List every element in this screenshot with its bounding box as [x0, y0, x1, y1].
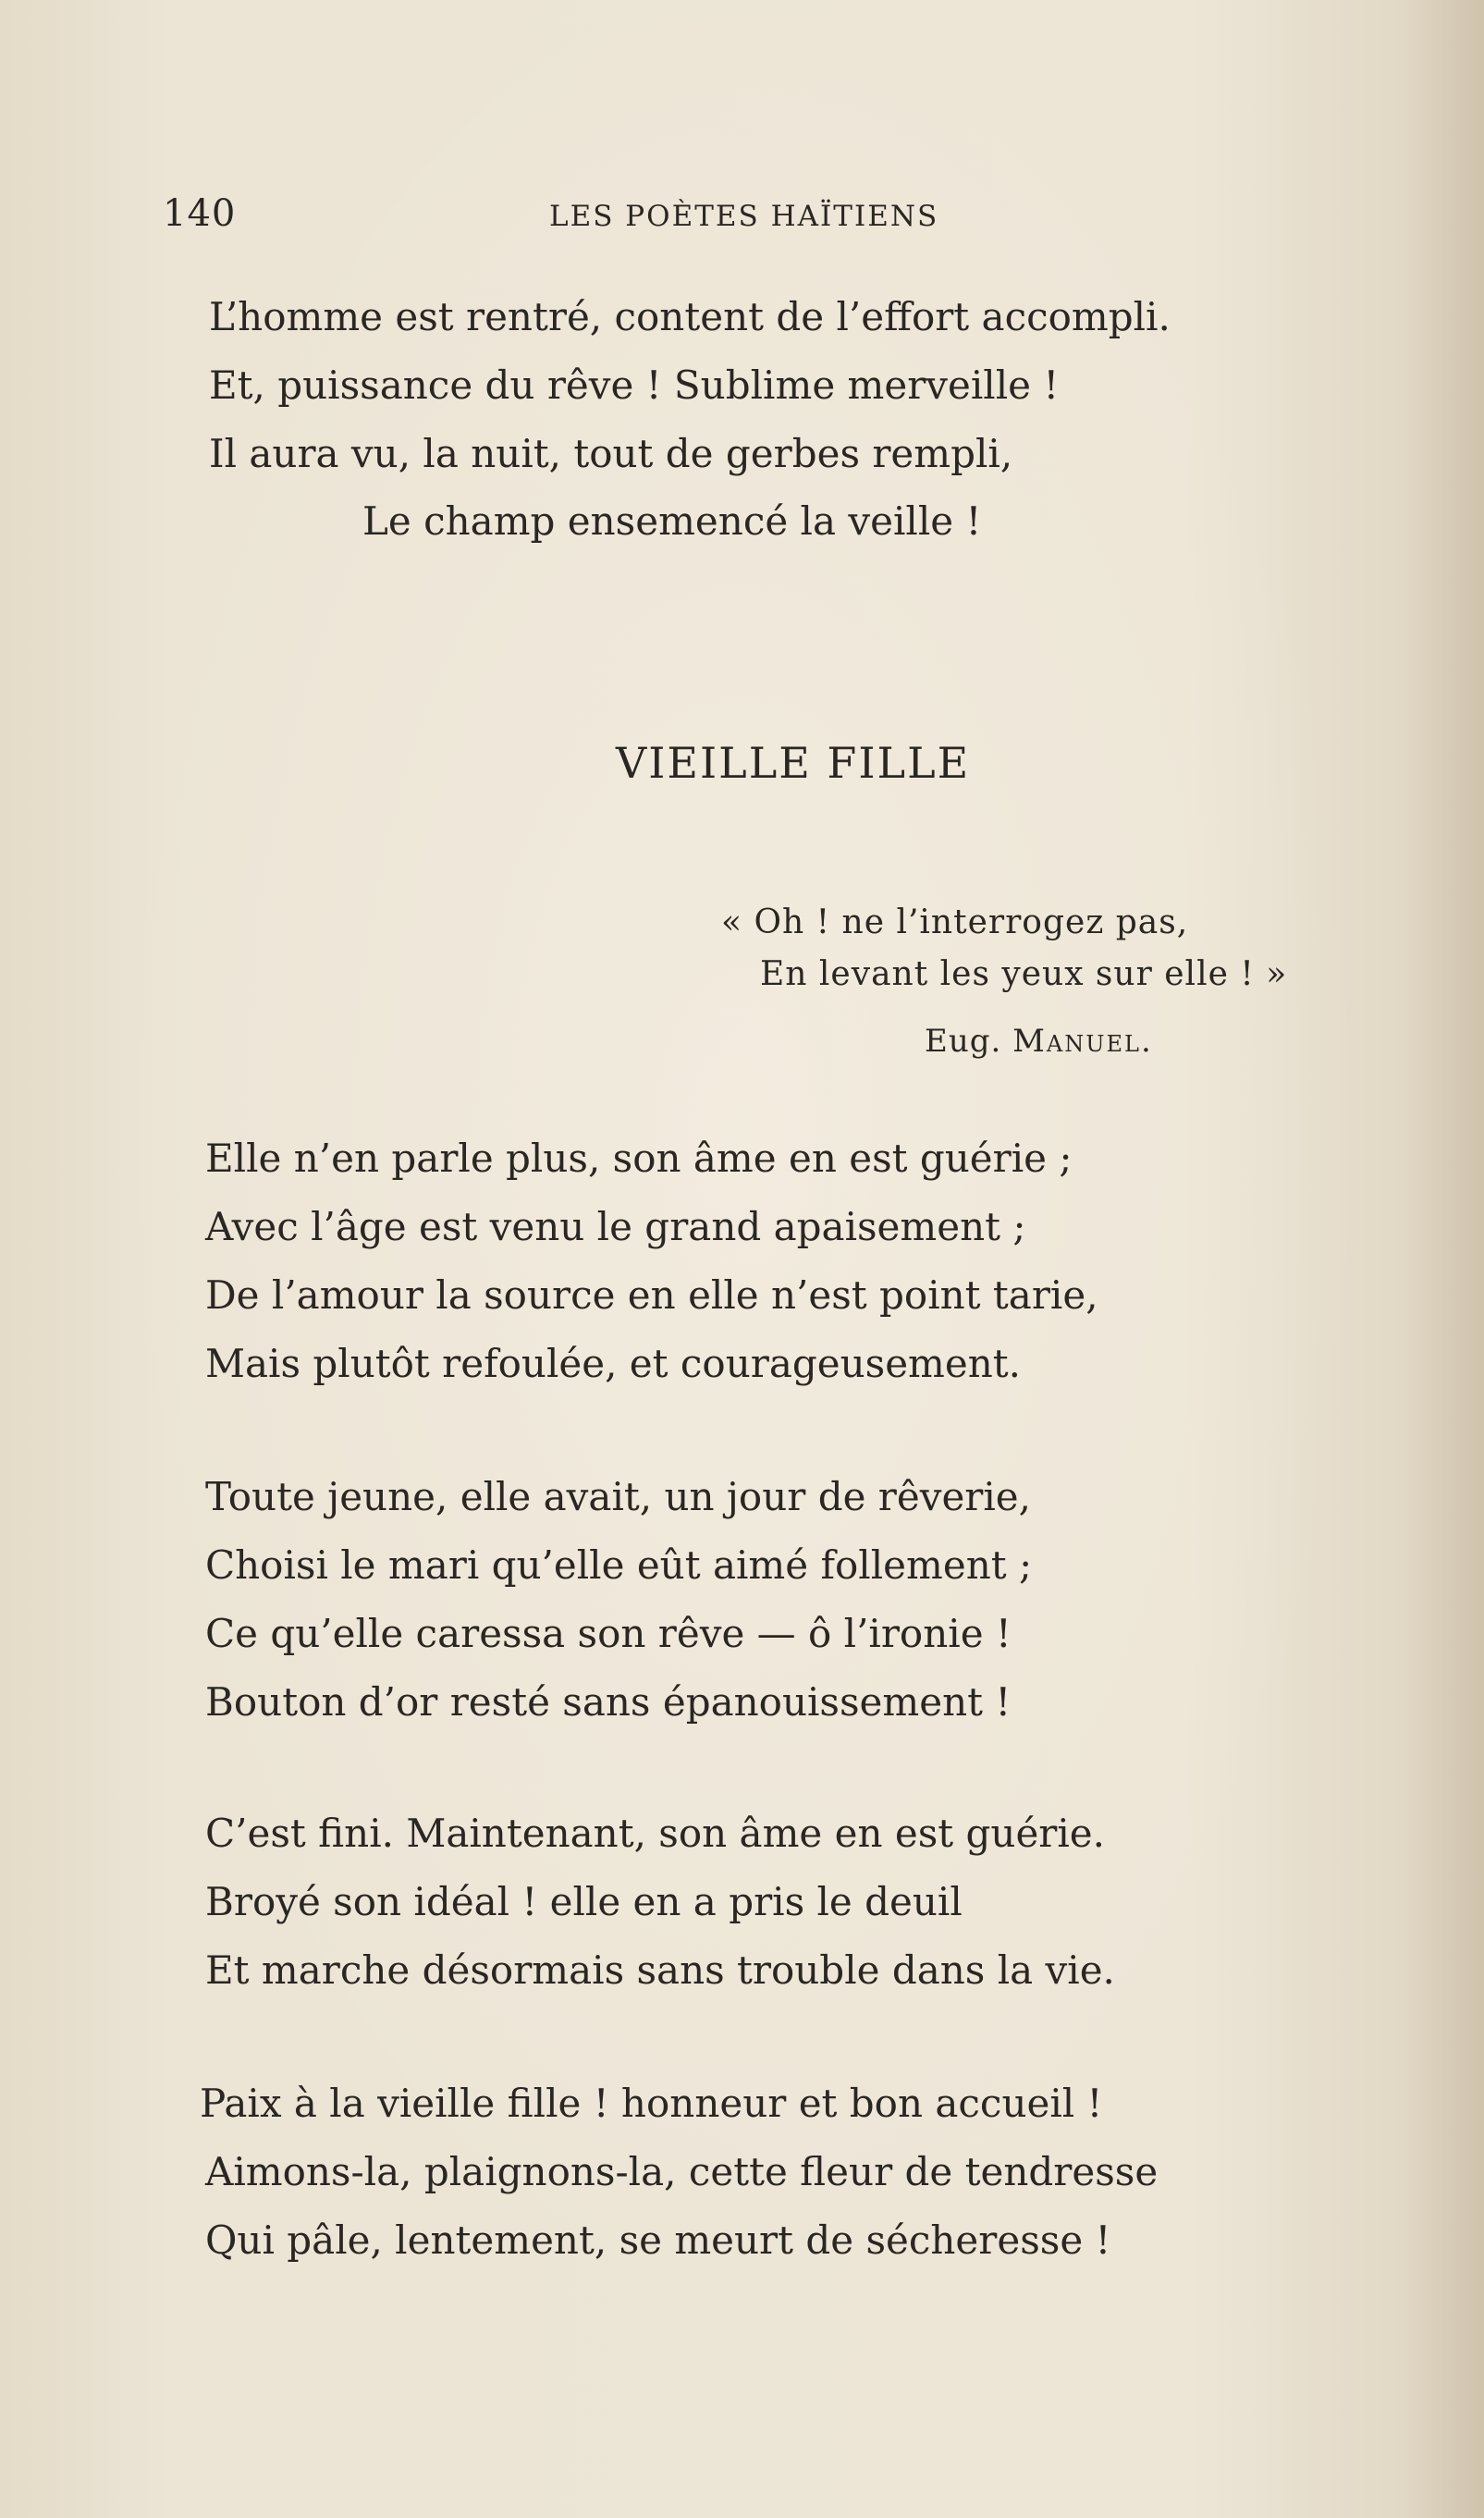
verse-line: Avec l’âge est venu le grand apaisement ;	[205, 1204, 1026, 1249]
verse-line: Le champ ensemencé la veille !	[362, 498, 982, 544]
verse-line: Aimons-la, plaignons-la, cette fleur de tendresse	[205, 2149, 1159, 2194]
epigraph-line: « Oh ! ne l’interrogez pas,	[721, 903, 1189, 941]
poem-title: VIEILLE FILLE	[616, 738, 971, 788]
verse-line: De l’amour la source en elle n’est point tarie,	[205, 1272, 1098, 1318]
page-number: 140	[163, 192, 237, 235]
verse-line: L’homme est rentré, content de l’effort accompli.	[209, 294, 1171, 339]
verse-line: Et marche désormais sans trouble dans la vie.	[205, 1947, 1115, 1993]
verse-line: Elle n’en parle plus, son âme en est guérie ;	[205, 1136, 1073, 1181]
attribution-name: Manuel.	[1012, 1023, 1153, 1060]
verse-line: Ce qu’elle caressa son rêve — ô l’ironie !	[205, 1611, 1012, 1656]
verse-line: Mais plutôt refoulée, et courageusement.	[205, 1341, 1022, 1386]
verse-line: Qui pâle, lentement, se meurt de sécheresse !	[205, 2217, 1111, 2263]
verse-line: Paix à la vieille fille ! honneur et bon accueil !	[200, 2081, 1103, 2126]
page-edge-shadow	[1401, 0, 1484, 2518]
verse-line: Il aura vu, la nuit, tout de gerbes rempli,	[209, 431, 1013, 476]
verse-line: Bouton d’or resté sans épanouissement !	[205, 1679, 1012, 1725]
epigraph-attribution	[925, 1023, 1153, 1060]
verse-line: Et, puissance du rêve ! Sublime merveille !	[209, 362, 1060, 408]
running-title: LES POÈTES HAÏTIENS	[549, 200, 939, 233]
epigraph-line: En levant les yeux sur elle ! »	[760, 955, 1288, 993]
verse-line: Choisi le mari qu’elle eût aimé follement ;	[205, 1542, 1033, 1588]
verse-line: C’est fini. Maintenant, son âme en est guérie.	[205, 1811, 1106, 1856]
page-header	[163, 192, 995, 248]
verse-line: Broyé son idéal ! elle en a pris le deuil	[205, 1879, 963, 1924]
attribution-prefix: Eug.	[925, 1023, 1002, 1060]
verse-line: Toute jeune, elle avait, un jour de rêverie,	[205, 1474, 1032, 1519]
